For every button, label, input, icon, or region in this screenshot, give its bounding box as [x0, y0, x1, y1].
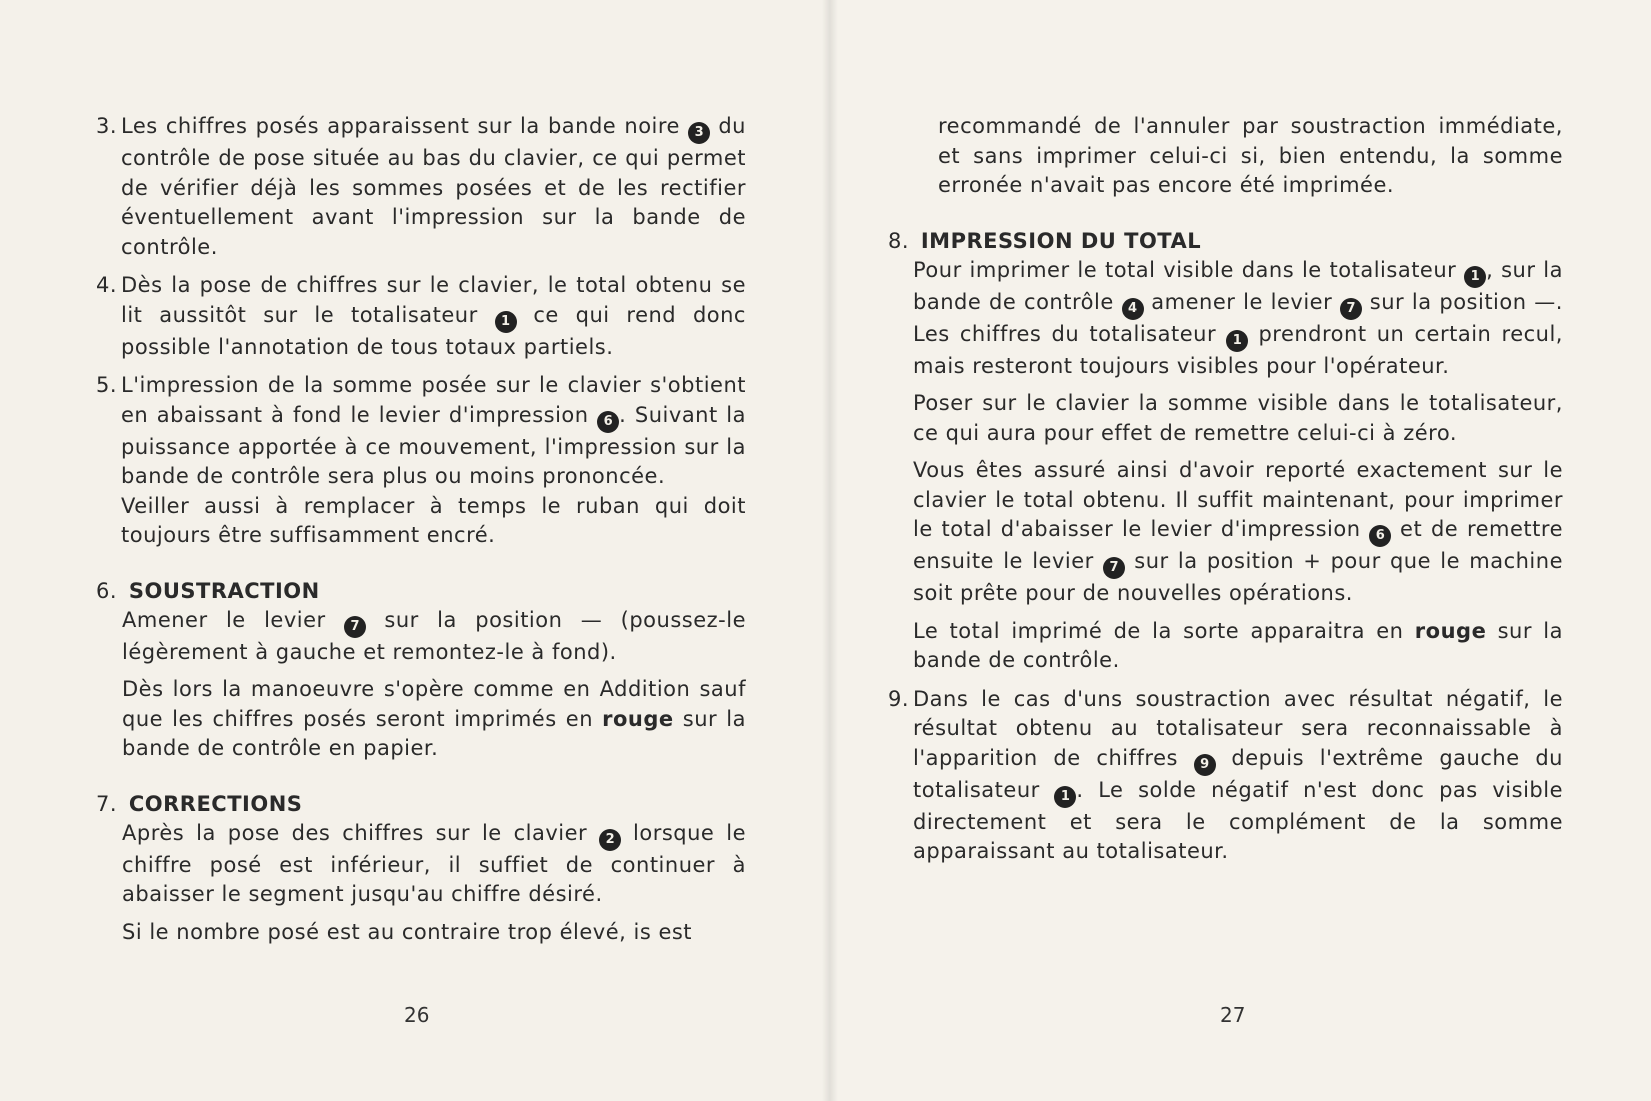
- text-run: Après la pose des chiffres sur le clavier: [122, 820, 588, 845]
- section-body: [96, 819, 746, 948]
- section-number: 7.: [96, 791, 118, 816]
- section-title: CORRECTIONS: [128, 791, 303, 816]
- right-page-content: [888, 112, 1563, 876]
- item-9: [888, 685, 1563, 867]
- item-5: [96, 371, 746, 551]
- text-run: et de remettre ensuite le levier: [913, 517, 1563, 573]
- text-run: sur la bande de contrôle en papier.: [122, 706, 746, 760]
- bold-text: rouge: [1414, 618, 1487, 643]
- paragraph: Si le nombre posé est au contraire trop élevé, is est: [122, 919, 693, 944]
- text-run: Veiller aussi à remplacer à temps le ruban qui doit toujours être suffisamment encré.: [121, 493, 746, 547]
- paragraph: recommandé de l'annuler par soustraction immédiate, et sans imprimer celui-ci si, bien entendu, la somme erronée n'avait pas encore été imprimée.: [938, 114, 1563, 197]
- text-run: Le total imprimé de la sorte apparaitra en: [913, 618, 1404, 643]
- bold-text: rouge: [602, 706, 674, 731]
- section-heading: [96, 789, 746, 819]
- circled-number-icon: 6: [597, 411, 619, 433]
- text-run: Amener le levier: [122, 607, 326, 632]
- circled-number-icon: 2: [599, 829, 621, 851]
- text-run: , sur la bande de contrôle: [913, 257, 1563, 314]
- circled-number-icon: 6: [1369, 525, 1391, 547]
- text-run: . Le solde négatif n'est donc pas visible directement et sera le complément de la somme apparaissant au totalisateur.: [913, 777, 1563, 863]
- section-8: [888, 226, 1563, 676]
- book-gutter: [822, 0, 838, 1101]
- circled-number-icon: 1: [1054, 786, 1076, 808]
- left-page-content: [96, 112, 746, 956]
- section-7: [96, 789, 746, 948]
- paragraph: Poser sur le clavier la somme visible dans le totalisateur, ce qui aura pour effet de remettre celui-ci à zéro.: [913, 391, 1563, 445]
- circled-number-icon: 3: [688, 122, 710, 144]
- item-text: [96, 371, 746, 551]
- text-run: Les chiffres posés apparaissent sur la bande noire: [121, 114, 680, 138]
- paragraph: [913, 617, 1563, 676]
- text-run: Dès lors la manoeuvre s'opère comme en Addition sauf que les chiffres posés seront imprimés en: [122, 677, 746, 731]
- text-run: . Suivant la puissance apportée à ce mouvement, l'impression sur la bande de contrôle sera plus ou moins prononcée.: [121, 402, 746, 488]
- item-text: [888, 685, 1563, 867]
- item-number: 4.: [96, 273, 118, 297]
- item-number: 9.: [888, 686, 910, 711]
- text-run: sur la position —. Les chiffres du totalisateur: [913, 289, 1563, 346]
- section-title: IMPRESSION DU TOTAL: [920, 228, 1202, 253]
- text-run: Vous êtes assuré ainsi d'avoir reporté exactement sur le clavier le total obtenu. Il suffit maintenant, pour imprimer le total d'abaisser le levier d'impression: [913, 458, 1563, 541]
- text-run: lorsque le chiffre posé est inférieur, il suffiet de continuer à abaisser le segment jusqu'au chiffre désiré.: [122, 820, 746, 906]
- section-body: [96, 606, 746, 764]
- circled-number-icon: 1: [495, 311, 517, 333]
- text-run: depuis l'extrême gauche du totalisateur: [913, 745, 1563, 802]
- item-3: [96, 112, 746, 262]
- text-run: Dès la pose de chiffres sur le clavier, le total obtenu se lit aussitôt sur le totalisateur: [121, 273, 746, 327]
- section-number: 8.: [888, 228, 910, 253]
- paragraph: [122, 606, 746, 668]
- paragraph: [122, 675, 746, 764]
- paragraph: [913, 456, 1563, 609]
- paragraph: [122, 819, 746, 910]
- section-body: [913, 256, 1563, 676]
- page-number: 27: [1220, 1003, 1246, 1027]
- item-text: [96, 112, 746, 262]
- section-number: 6.: [96, 578, 118, 603]
- text-run: du contrôle de pose située au bas du clavier, ce qui permet de vérifier déjà les sommes posées et de les rectifier éventuellement avant l'impression sur la bande de contrôle.: [121, 114, 746, 259]
- right-page: [830, 0, 1651, 1101]
- item-4: [96, 271, 746, 362]
- continuation-text: [913, 112, 1563, 201]
- text-run: L'impression de la somme posée sur le clavier s'obtient en abaissant à fond le levier d'impression: [121, 373, 746, 427]
- circled-number-icon: 7: [1103, 557, 1125, 579]
- item-number: 3.: [96, 114, 118, 138]
- section-6: [96, 576, 746, 764]
- circled-number-icon: 1: [1464, 266, 1486, 288]
- circled-number-icon: 7: [1340, 298, 1362, 320]
- section-title: SOUSTRACTION: [128, 578, 320, 603]
- text-run: Dans le cas d'uns soustraction avec résultat négatif, le résultat obtenu au totalisateur sera reconnaissable à l'apparition de chiffres: [913, 686, 1563, 770]
- text-run: Pour imprimer le total visible dans le totalisateur: [913, 257, 1457, 282]
- circled-number-icon: 1: [1226, 330, 1248, 352]
- section-heading: [888, 226, 1563, 256]
- circled-number-icon: 9: [1194, 754, 1216, 776]
- circled-number-icon: 4: [1122, 298, 1144, 320]
- text-run: sur la position — (poussez-le légèrement à gauche et remontez-le à fond).: [122, 607, 746, 664]
- item-number: 5.: [96, 373, 118, 397]
- section-heading: [96, 576, 746, 606]
- text-run: ce qui rend donc possible l'annotation de tous totaux partiels.: [121, 302, 746, 359]
- paragraph: [913, 256, 1563, 382]
- text-run: amener le levier: [1151, 289, 1333, 314]
- text-run: sur la position + pour que le machine soit prête pour de nouvelles opérations.: [913, 549, 1563, 605]
- text-run: sur la bande de contrôle.: [913, 618, 1563, 672]
- circled-number-icon: 7: [344, 616, 366, 638]
- text-run: prendront un certain recul, mais resteront toujours visibles pour l'opérateur.: [913, 321, 1563, 378]
- page-number: 26: [404, 1003, 430, 1027]
- item-text: [96, 271, 746, 362]
